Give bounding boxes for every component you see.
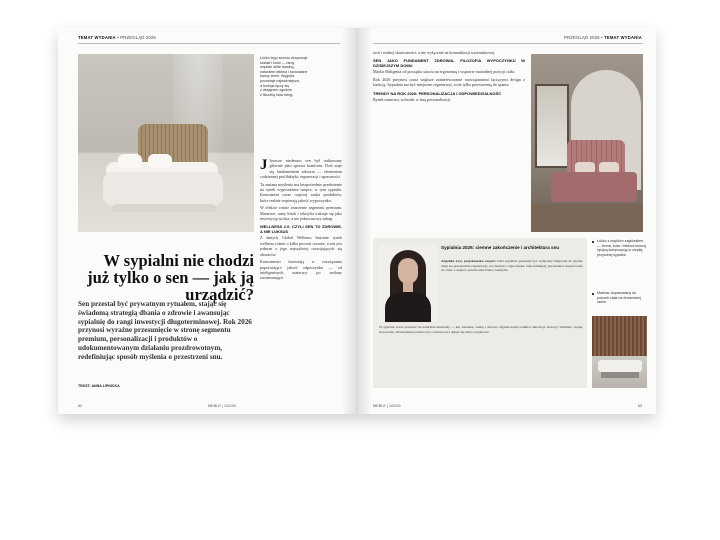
box-text-bottom xyxy=(379,325,583,385)
mattress xyxy=(598,360,642,372)
bullet-marker xyxy=(592,293,594,295)
mattress-photo xyxy=(592,316,647,388)
caption-line: kształt i kolor — ramy xyxy=(260,60,295,65)
left-page xyxy=(58,28,357,414)
section-subhead: TRENDY NA ROK 2026: PERSONALIZACJA I ODPOWIEDZIALNOŚĆ xyxy=(373,90,502,96)
dropcap: J xyxy=(260,158,268,173)
pillow xyxy=(148,154,172,168)
left-page-number: 62 xyxy=(78,404,83,408)
bedroom-photo-pink-bed xyxy=(531,54,643,232)
header-section: TEMAT WYDANIA xyxy=(78,35,116,40)
bullet-marker xyxy=(592,241,594,243)
box-text-top xyxy=(441,259,583,322)
portrait-face xyxy=(398,258,418,284)
window xyxy=(535,84,569,168)
photo-caption xyxy=(260,56,342,97)
body-paragraph: Marka Shiligenta od początku stawia na ergonomię i wsparcie naturalnej pozycji ciała. xyxy=(373,69,516,75)
wood-slat-wall xyxy=(592,316,647,356)
body-paragraph: J Jeszcze niedawno sen był traktowany głównie jako sprawa komfortu. Dziś staje się fundamentem zdrowia — elementem codziennej profilaktyki, regeneracji i sprawności. xyxy=(260,158,342,180)
floor xyxy=(531,204,643,232)
box-name-line: Angelika Lew, projektantka wnętrz: xyxy=(441,259,497,263)
caption-line: miękkie obite tkaniną, xyxy=(260,65,295,70)
right-body-column xyxy=(373,50,525,234)
box-paragraph: Dziś sypialnia przestała być wyłącznie miejscem do spania. Staje się przestrzenią regeneracji, wyciszenia i odpoczynku. xyxy=(441,259,583,268)
box-paragraph: W sypialni warto postawić na naturalne materiały — len, bawełnę, wełnę i drewno. Ograniczamy nadmiar dekoracji. xyxy=(379,325,546,329)
body-paragraph: tach i realnej skuteczności, a nie wyłącznie na komunikacji wizerunkowej. xyxy=(373,50,496,55)
body-paragraph: Rok 2026 przynosi coraz większe zainteresowanie rozwiązaniami łączącymi design z funkcją. Sypialnia ma być miejscem regeneracji, a nie tylko przestrzenią do spania. xyxy=(373,76,525,88)
body-paragraph: Ta zmiana myślenia ma bezpośrednie przełożenie na rynek wyposażenia wnętrz, w tym sypialni. Konsument coraz częściej szuka produktów, które realnie wspierają jakość wypoczynku. xyxy=(260,181,342,203)
right-page xyxy=(357,28,656,414)
caption-line: barwy ziemi. Wygoda xyxy=(260,74,295,79)
body-paragraph: W efekcie rośnie znaczenie segmentu premium. Materace, ramy łóżek i tekstylia traktuje się jako inwestycję na lata, a nie jednorazowy zakup. xyxy=(260,205,342,222)
article-lead: Sen przestał być prywatnym rytuałem, stając się świadomą strategią dbania o zdrowie i awansując sypialnię do rangi inwestycji długoterminowej. Rok 2026 przynosi wyraźne przesunięcie w stronę segmentu premium, personalizacji i produktów o udokumentowanym działaniu prozdrowotnym, redefiniując sposób myślenia o przestrzeni snu. xyxy=(78,300,252,361)
header-issue: PRZEGLĄD 2025 xyxy=(120,35,156,40)
article-byline: TEKST: ANNA LIPNICKA xyxy=(78,384,120,388)
box-title: Sypialnia 2026: ciemne zakończenie i architektura snu xyxy=(441,245,560,250)
header-issue: PRZEGLĄD 2025 xyxy=(564,35,600,40)
left-body-column xyxy=(260,158,342,388)
pillow xyxy=(118,154,142,168)
designer-portrait xyxy=(379,244,437,322)
box-paragraph: Najważniejszy jest materac dopasowany do ciała, a dopiero potem rama łóżka i tekstylia. xyxy=(441,263,583,273)
body-paragraph: Z danych Global Wellness Institute rynek wellness rośnie o kilka procent rocznie, a sen jest jednym z jego najszybciej rozwijających się obszarów. xyxy=(260,235,342,257)
body-paragraph: Konsumenci inwestują w rozwiązania poprawiające jakość odpoczynku — od inteligentnych materacy po zasłony zaciemniające. xyxy=(260,259,342,281)
photo-caption-bullet: Materac dopasowany do potrzeb ciała na drewnianej ramie. xyxy=(597,291,641,305)
caption-line: pozostaje najważniejsza, xyxy=(260,78,300,83)
bed-frame xyxy=(103,172,223,206)
right-footer-magazine: MEBLE | 1/2026 xyxy=(373,404,401,408)
caption-line: naturalne włókna i stonowane xyxy=(260,69,308,74)
left-footer-magazine: MEBLE | 1/2026 xyxy=(208,404,236,408)
portrait-body xyxy=(385,292,431,322)
header-section: TEMAT WYDANIA xyxy=(604,35,642,40)
section-subhead: WELLNESS 2.0. CZYLI SEN TO ZDROWIE, A NIE LUKSUS xyxy=(260,224,342,235)
caption-line: z designem zgodnie xyxy=(260,88,292,93)
article-headline: W sypialni nie chodzi już tylko o sen — jak ją urządzić? xyxy=(87,251,254,304)
caption-line: z filozofią slow living. xyxy=(260,92,294,97)
left-running-header xyxy=(78,35,156,40)
right-running-header xyxy=(564,35,642,40)
bed-frame xyxy=(551,172,637,202)
header-rule xyxy=(373,43,643,44)
bedroom-photo-white-bed xyxy=(78,54,254,232)
box-paragraph: Kolory? Ziemiste, ciepłe, stonowane. Oświetlenie powinno być warstwowe i dające się łatwo regulować. xyxy=(379,325,583,334)
right-page-number: 63 xyxy=(637,404,642,408)
caption-line: Łóżko tego sezonu eksponuje xyxy=(260,56,308,60)
body-paragraph: Rynek materacy wchodzi w fazę personalizacji. xyxy=(373,96,452,102)
header-rule xyxy=(78,43,340,44)
caption-line: a funkcja łączy się xyxy=(260,83,290,88)
mattress-base xyxy=(601,372,639,378)
bed-base xyxy=(112,204,216,212)
magazine-spread xyxy=(58,28,656,414)
header-separator: • xyxy=(117,35,121,40)
header-separator: • xyxy=(601,35,605,40)
photo-caption-bullet: Łóżko z miękkim zagłówkiem — forma, kolor i faktura tworzą spójną kompozycję w ciepłej, przytulnej sypialni. xyxy=(597,239,646,257)
section-subhead: SEN JAKO FUNDAMENT ZDROWIA. FILOZOFIA WYPOCZYNKU W DZISIEJSZYM DOMU xyxy=(373,58,525,69)
